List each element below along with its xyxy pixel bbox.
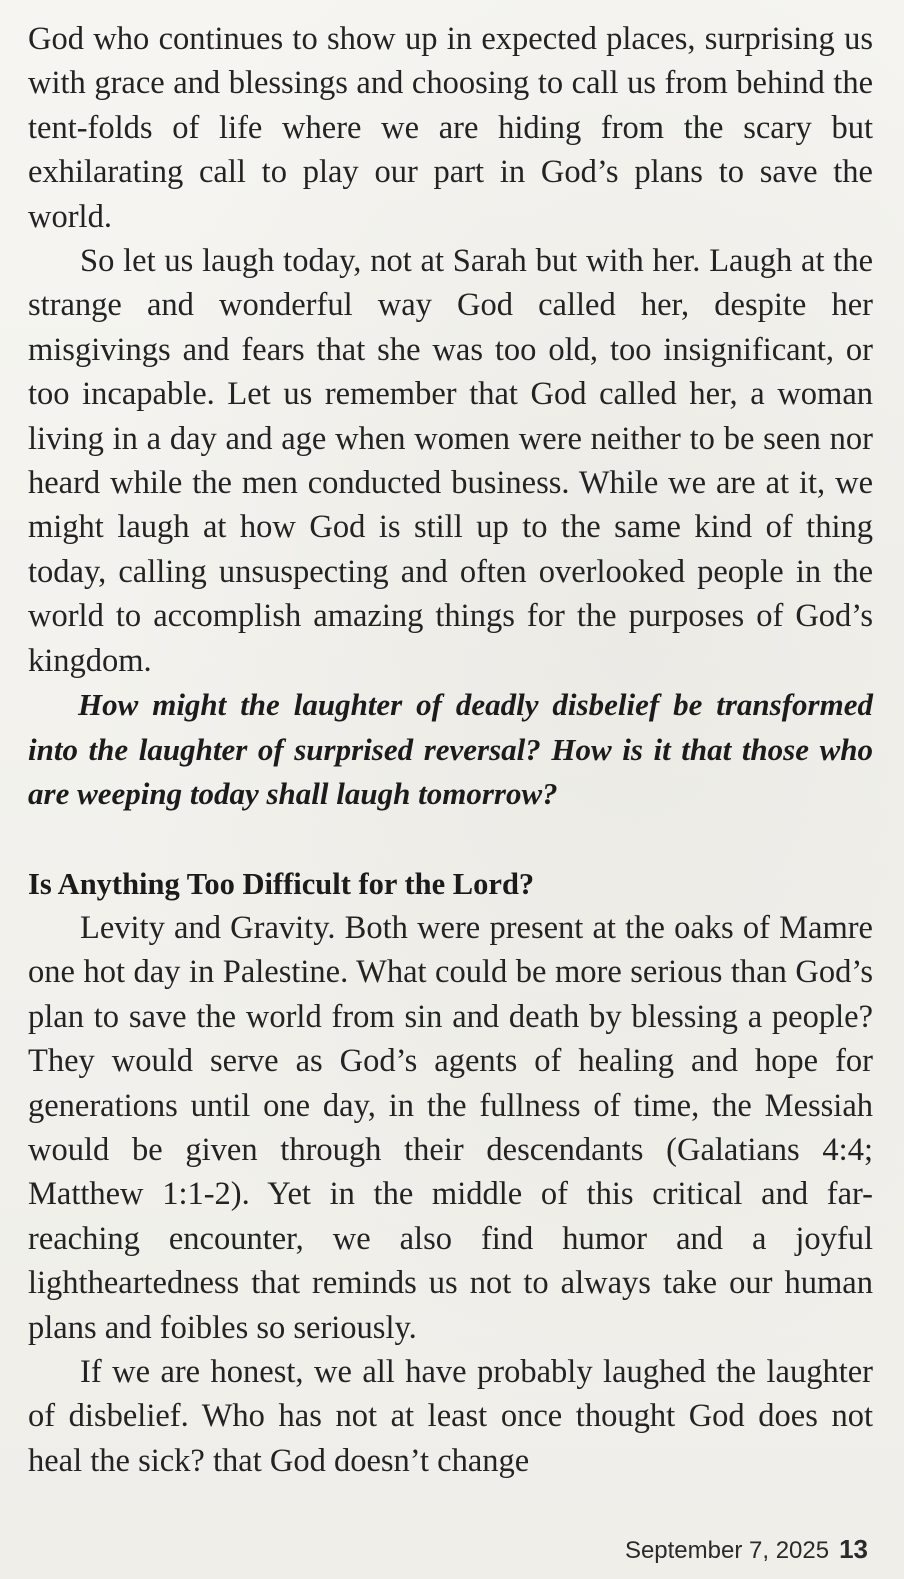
paragraph-laugh-with-sarah: So let us laugh today, not at Sarah but with her. Laugh at the strange and wonderful way God called her, despite her misgivings and fears that she was too old, too insignificant, or too incapable. Let us remember that God called her, a woman living in a day and age when women were neither to be seen nor heard while the men conducted business. While we are at it, we might laugh at how God is still up to the same kind of thing today, calling unsuspecting and often overlooked people in the world to accomplish amazing things for the purposes of God’s kingdom. (28, 243, 873, 679)
paragraph-levity-gravity: Levity and Gravity. Both were present at the oaks of Mamre one hot day in Palestine. What could be more serious than God’s plan to save the world from sin and death by blessing a people? They would serve as God’s agents of healing and hope for generations until one day, in the fullness of time, the Messiah would be given through their descendants (Galatians 4:4; Matthew 1:1-2). Yet in the middle of this critical and far-reaching encounter, we also find humor and a joyful lightheartedness that reminds us not to always take our human plans and foibles so seriously. (28, 909, 873, 1346)
paragraph-honest-disbelief: If we are honest, we all have probably laughed the laughter of disbelief. Who has not at least once thought God does not heal the sick? that God doesn’t change (28, 1353, 873, 1479)
section-heading: Is Anything Too Difficult for the Lord? (28, 866, 535, 901)
body-text (28, 17, 873, 1483)
page-number: 13 (839, 1534, 868, 1564)
paragraph-continuation: God who continues to show up in expected places, surprising us with grace and blessings and choosing to call us from behind the tent-folds of life where we are hiding from the scary but exhilarating call to play our part in God’s plans to save the world. (28, 21, 873, 235)
footer-date: September 7, 2025 (624, 1537, 830, 1564)
page-footer (625, 1534, 868, 1565)
reflection-question: How might the laughter of deadly disbelief be transformed into the laughter of surprised reversal? How is it that those who are weeping today shall laugh tomorrow? (28, 687, 873, 812)
